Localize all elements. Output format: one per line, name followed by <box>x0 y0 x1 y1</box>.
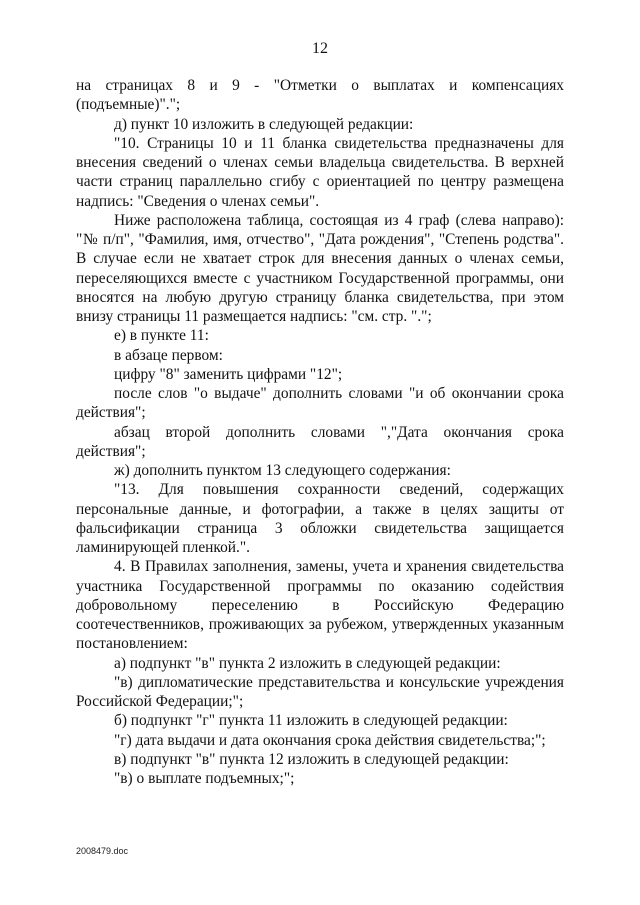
paragraph: д) пункт 10 изложить в следующей редакции: <box>114 115 414 133</box>
paragraph: е) в пункте 11: <box>114 327 209 345</box>
paragraph: "в) о выплате подъемных;"; <box>114 770 295 787</box>
document-body <box>76 76 564 788</box>
paragraph: цифру "8" заменить цифрами "12"; <box>114 365 343 383</box>
paragraph: на страницах 8 и 9 - "Отметки о выплатах и компенсациях (подъемные)"."; <box>76 77 564 114</box>
page-number: 12 <box>312 40 328 57</box>
paragraph: а) подпункт "в" пункта 2 изложить в следующей редакции: <box>114 654 501 672</box>
paragraph: б) подпункт "г" пункта 11 изложить в следующей редакции: <box>114 712 508 730</box>
file-name-footer: 2008479.doc <box>76 846 129 856</box>
paragraph: 4. В Правилах заполнения, замены, учета и хранения свидетельства участника Государственной программы по оказанию содействия добровольному переселению в Российскую Федерацию соотечественников, проживающих за рубежом, утвержденных указанным постановлением: <box>76 558 564 653</box>
paragraph: в) подпункт "в" пункта 12 изложить в следующей редакции: <box>114 750 509 768</box>
paragraph: Ниже расположена таблица, состоящая из 4 граф (слева направо): "№ п/п", "Фамилия, имя, отчество", "Дата рождения", "Степень родства". В случае если не хватает строк для внесения данных о членах семьи, переселяющихся вместе с участником Государственной программы, они вносятся на любую другую страницу бланка свидетельства, при этом внизу страницы 11 размещается надпись: "см. стр. "."; <box>76 211 564 325</box>
paragraph: после слов "о выдаче" дополнить словами "и об окончании срока действия"; <box>76 385 564 422</box>
paragraph: абзац второй дополнить словами ","Дата окончания срока действия"; <box>76 423 564 460</box>
paragraph: "г) дата выдачи и дата окончания срока действия свидетельства;"; <box>114 731 546 749</box>
paragraph: "10. Страницы 10 и 11 бланка свидетельства предназначены для внесения сведений о членах семьи владельца свидетельства. В верхней части страниц параллельно сгибу с ориентацией по центру размещена надпись: "Сведения о членах семьи". <box>76 134 564 210</box>
paragraph: ж) дополнить пунктом 13 следующего содержания: <box>114 462 451 479</box>
paragraph: "13. Для повышения сохранности сведений, содержащих персональные данные, и фотографии, а также в целях защиты от фальсификации страница 3 обложки свидетельства защищается ламинирующей пленкой.". <box>76 481 564 556</box>
paragraph: в абзаце первом: <box>114 346 223 364</box>
paragraph: "в) дипломатические представительства и консульские учреждения Российской Федерации;"; <box>76 673 564 710</box>
